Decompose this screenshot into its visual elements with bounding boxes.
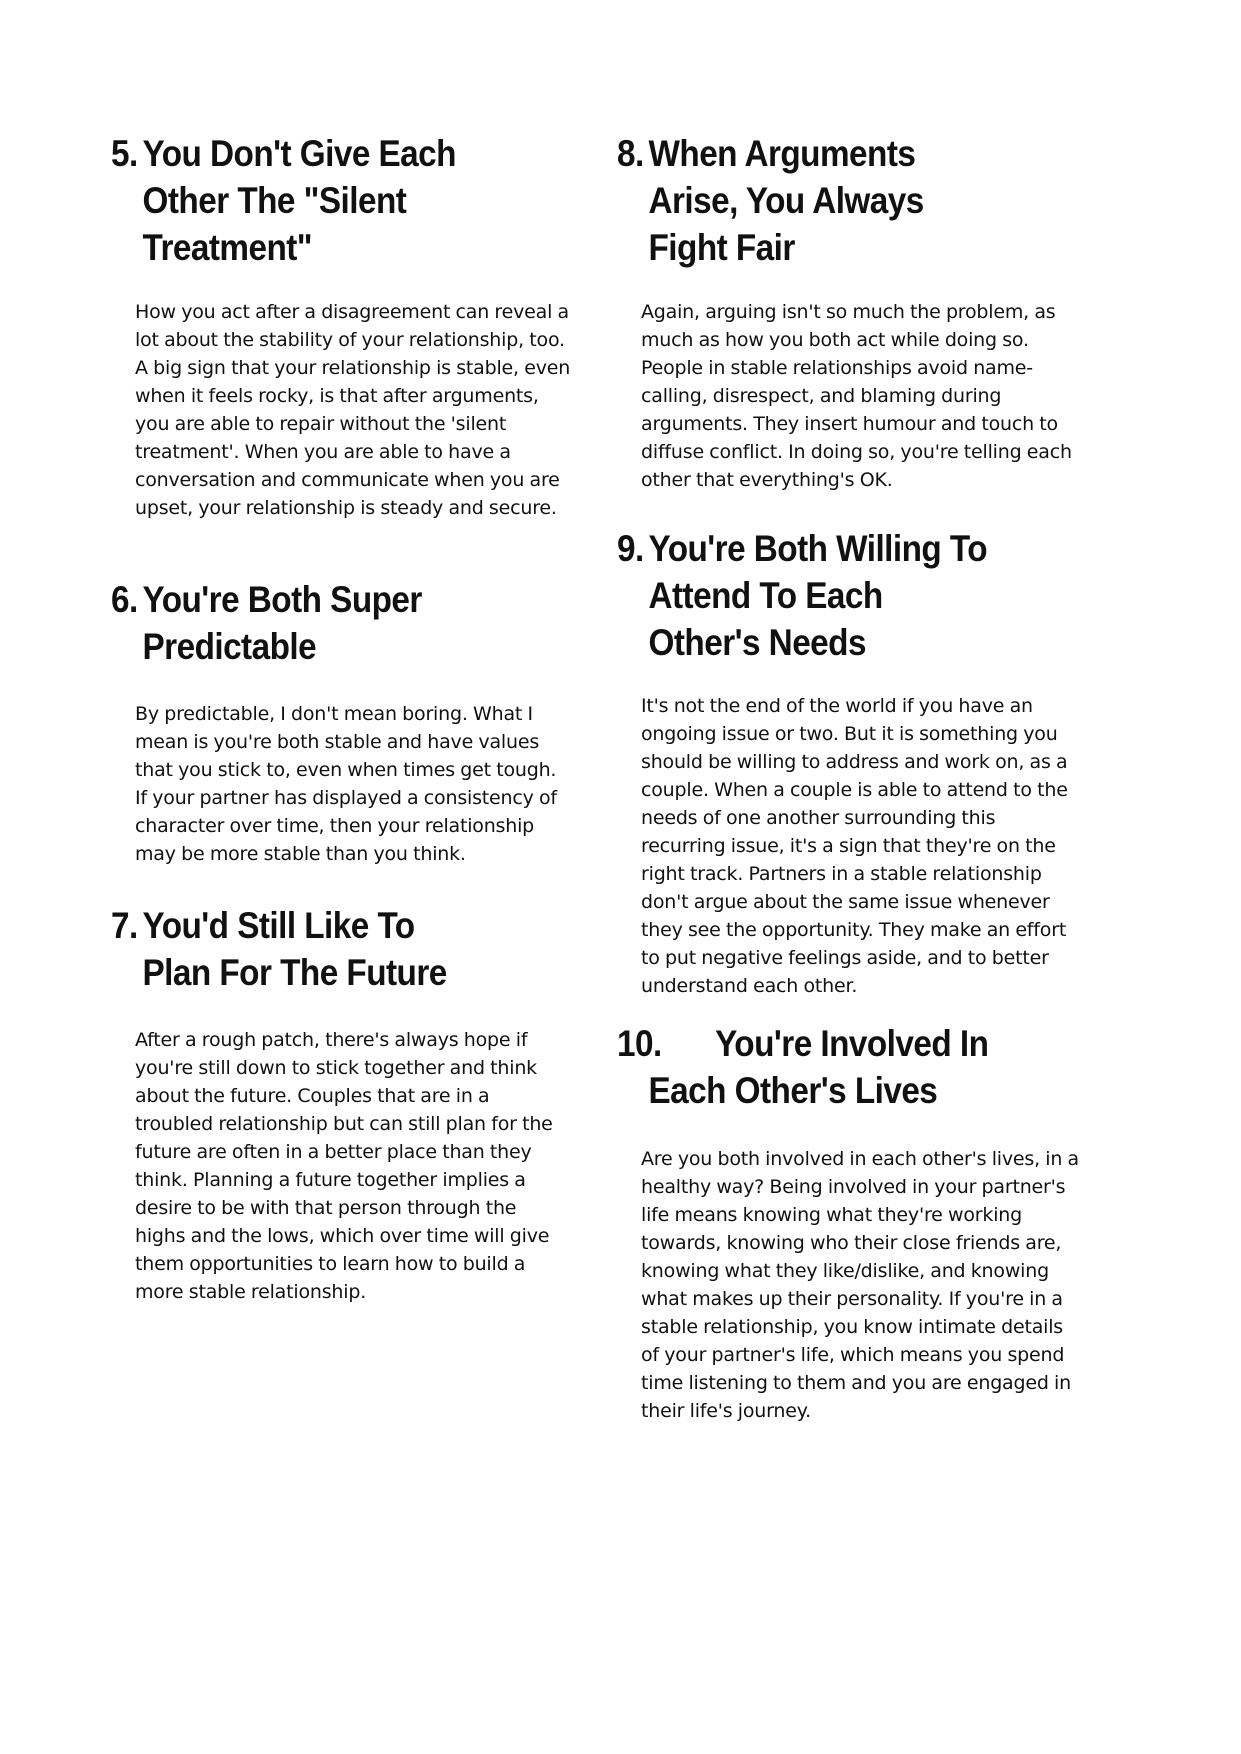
section-heading: [581, 525, 1054, 666]
heading-line: Predictable: [142, 626, 317, 667]
section-number: 6.: [111, 579, 138, 620]
section-8: [617, 130, 1094, 491]
heading-line: You Don't Give Each: [142, 133, 456, 174]
heading-line: You'd Still Like To: [142, 905, 415, 946]
section-body: Are you both involved in each other's lives, in a healthy way? Being involved in your partner's life means knowing what they're working towards, knowing who their close friends are, knowing what they like/dislike, and knowing what makes up their personality. If you're in a stable relationship, you know intimate details of your partner's life, which means you spend time listening to them and you are engaged in their life's journey.: [641, 1148, 1079, 1422]
section-heading: [75, 130, 548, 271]
section-number: 10.: [617, 1023, 662, 1064]
section-10: [617, 1020, 1094, 1422]
heading-line: Attend To Each: [648, 575, 883, 616]
section-6: [111, 576, 588, 865]
heading-line: Plan For The Future: [142, 952, 447, 993]
section-body: Again, arguing isn't so much the problem, as much as how you both act while doing so. People in stable relationships avoid name-calling, disrespect, and blaming during arguments. They insert humour and touch to diffuse conflict. In doing so, you're telling each other that everything's OK.: [641, 301, 1072, 491]
heading-line: Treatment": [142, 227, 313, 268]
section-number: 8.: [617, 133, 644, 174]
section-heading: [581, 1020, 1054, 1114]
section-9: [617, 525, 1094, 997]
section-body: By predictable, I don't mean boring. What I mean is you're both stable and have values that you stick to, even when times get tough. If your partner has displayed a consistency of character over time, then your relationship may be more stable than you think.: [135, 703, 557, 865]
section-body: It's not the end of the world if you have an ongoing issue or two. But it is something you should be willing to address and work on, as a couple. When a couple is able to attend to the needs of one another surrounding this recurring issue, it's a sign that they're on the right track. Partners in a stable relationship don't argue about the same issue whenever they see the opportunity. They make an effort to put negative feelings aside, and to better understand each other.: [641, 695, 1068, 997]
heading-line: You're Both Willing To: [648, 528, 988, 569]
section-number: 5.: [111, 133, 138, 174]
section-7: [111, 902, 588, 1303]
section-5: [111, 130, 588, 519]
heading-line: You're Involved In: [715, 1023, 989, 1064]
section-body: How you act after a disagreement can reveal a lot about the stability of your relationship, too. A big sign that your relationship is stable, even when it feels rocky, is that after arguments, you are able to repair without the 'silent treatment'. When you are able to have a conversation and communicate when you are upset, your relationship is steady and secure.: [135, 301, 571, 519]
section-body: After a rough patch, there's always hope if you're still down to stick together and think about the future. Couples that are in a troubled relationship but can still plan for the future are often in a better place than they think. Planning a future together implies a desire to be with that person through the highs and the lows, which over time will give them opportunities to learn how to build a more stable relationship.: [135, 1029, 553, 1303]
heading-line: Other The "Silent: [142, 180, 407, 221]
heading-line: Other's Needs: [648, 622, 866, 663]
section-number: 9.: [617, 528, 644, 569]
section-number: 7.: [111, 905, 138, 946]
heading-line: Each Other's Lives: [648, 1070, 938, 1111]
section-heading: [581, 130, 1054, 271]
heading-line: When Arguments: [648, 133, 916, 174]
section-heading: [75, 902, 548, 996]
heading-line: Arise, You Always: [648, 180, 924, 221]
section-heading: [75, 576, 548, 670]
heading-line: Fight Fair: [648, 227, 795, 268]
heading-line: You're Both Super: [142, 579, 422, 620]
